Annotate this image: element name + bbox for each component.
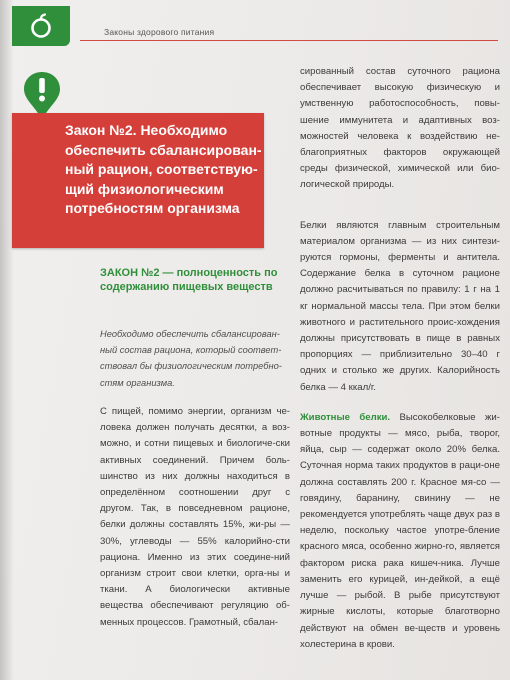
right-paragraph-2: Белки являются главным строительным материалом организма — из них синтези-руются гормоны, ферменты и антитела. Содержание белка в суточном рационе должно расчитываться по правилу: 1 г на 1 кг нормальной массы тела. При этом белки животного и растительного проис-хождения должны присутствовать в пище в равных пропорциях — приблизительно 30–40 г одних и столько же других. Калорийность белка — 4 ккал/г. bbox=[300, 219, 500, 393]
header-rule bbox=[80, 40, 498, 41]
intro-paragraph: Необходимо обеспечить сбалансирован-ный состав рациона, который соответ-ствовал бы физиологическим потребно-стям организма. bbox=[100, 329, 282, 388]
animal-proteins-heading: Животные белки. bbox=[300, 411, 391, 423]
right-paragraph-3 bbox=[300, 410, 500, 653]
page-binding-shadow bbox=[0, 0, 14, 680]
left-body-paragraph: С пищей, помимо энергии, организм че-ловека должен получать десятки, а воз-можно, и сотни пищевых и биологиче-ски активных соединений. Причем боль-шинство из них должны находиться в определённом соотношении друг с другом. Так, в повседневном рационе, белки должны составлять 15%, жи-ры — 30%, углеводы — 55% калорийно-сти рациона. Именно из этих соедине-ний организм строит свои клетки, орга-ны и ткани. А биологически активные вещества обеспечивают регуляцию об-менных процессов. Грамотный, сбалан- bbox=[100, 406, 290, 628]
apple-icon bbox=[28, 13, 54, 39]
law-subheading: ЗАКОН №2 — полноценность по содержанию пищевых веществ bbox=[100, 267, 278, 293]
right-paragraph-1: сированный состав суточного рациона обеспечивает высокую физическую и умственную работоспособность, повы-шение иммунитета и адаптивных воз-можностей человека к воздействию не-благоприятных факторов окружающей среды физической, химической или био-логической природы. bbox=[300, 66, 500, 191]
law-title: Закон №2. Необходимо обеспечить сбалансирован-ный рацион, соответствую-щий физиологическим потребностям организма bbox=[65, 122, 262, 216]
law-title-box bbox=[12, 113, 264, 248]
right-column bbox=[300, 64, 500, 653]
animal-proteins-body: Высокобелковые жи-вотные продукты — мясо, рыба, творог, яйца, сыр — содержат около 20% белка. Суточная норма таких продуктов в раци-оне должна составлять 200 г. Красное мя-со — говядину, баранину, свинину — не рекомендуется употреблять чаще двух раз в неделю, поскольку частое употре-бление красного мяса, особенно жирно-го, является фактором риска рака кишеч-ника. Лучше заменить его курицей, ин-дейкой, а ещё лучше — рыбой. В рыбе присутствуют жирные кислоты, которые благотворно действуют на обмен ве-ществ и уровень холестерина в крови. bbox=[300, 411, 500, 650]
apple-logo-badge bbox=[12, 6, 70, 46]
running-header: Законы здорового питания bbox=[104, 27, 215, 37]
